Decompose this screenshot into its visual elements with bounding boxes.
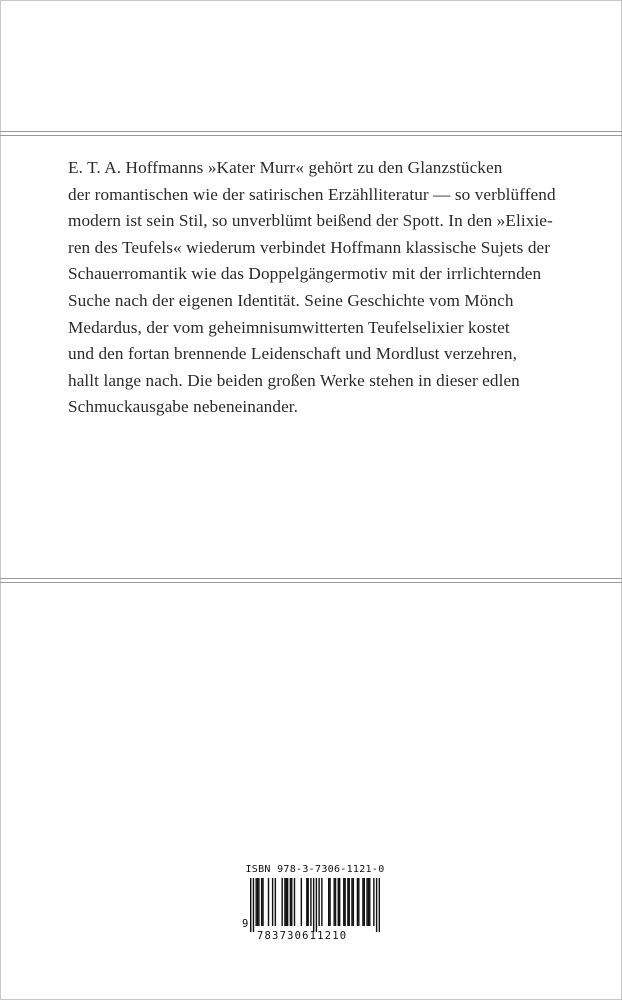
barcode-bar: [339, 878, 340, 926]
barcode-bar: [349, 878, 350, 926]
barcode-bar: [364, 878, 365, 926]
barcode-bar: [333, 878, 334, 926]
ean-first-digit: 9: [242, 918, 249, 930]
barcode-bars: [250, 878, 380, 932]
barcode-bar: [301, 878, 302, 926]
barcode-bar: [328, 878, 329, 926]
isbn-label: ISBN 978-3-7306-1121-0: [245, 864, 385, 875]
blurb-line: Schmuckausgabe nebeneinander.: [68, 397, 299, 417]
barcode-bar: [321, 878, 322, 926]
barcode-bar: [310, 878, 311, 926]
blurb-line: ren des Teufels« wiederum verbindet Hoffmann klassische Sujets der: [68, 237, 551, 257]
barcode-bar: [306, 878, 307, 926]
blurb-line: der romantischen wie der satirischen Erzählliteratur — so verblüffend: [68, 184, 556, 204]
barcode-guard-bar: [379, 878, 380, 932]
blurb-line: Medardus, der vom geheimnisumwitterten Teufelselixier kostet: [68, 317, 510, 337]
barcode-bar: [284, 878, 285, 926]
barcode-bar: [335, 878, 336, 926]
barcode-bar: [368, 878, 369, 926]
barcode-bar: [294, 878, 295, 926]
barcode-guard-bar: [253, 878, 254, 932]
barcode-bar: [262, 878, 263, 926]
barcode-bar: [275, 878, 276, 926]
barcode-bar: [255, 878, 256, 926]
barcode-bar: [338, 878, 339, 926]
barcode-guard-bar: [250, 878, 251, 932]
bottom-double-rule: [0, 578, 622, 583]
barcode-bar: [329, 878, 330, 926]
barcode-bar: [357, 878, 358, 926]
barcode-bar: [287, 878, 288, 926]
barcode-bar: [258, 878, 259, 926]
blurb-text: [68, 155, 568, 421]
barcode-bar: [257, 878, 258, 926]
barcode-bar: [373, 878, 374, 926]
blurb-line: Schauerromantik wie das Doppelgängermotiv mit der irrlichternden: [68, 264, 542, 284]
barcode-block: [242, 864, 385, 944]
barcode-guard-bar: [376, 878, 377, 932]
barcode-bar: [261, 878, 262, 926]
barcode-guard-bar: [313, 878, 314, 932]
ean-rest-digits: 783730611210: [257, 930, 348, 942]
blurb-line: und den fortan brennende Leidenschaft und Mordlust verzehren,: [68, 344, 517, 364]
barcode-bar: [268, 878, 269, 926]
blurb-line: E. T. A. Hoffmanns »Kater Murr« gehört zu den Glanzstücken: [68, 158, 503, 177]
barcode-guard-bar: [316, 878, 317, 932]
blurb-line: hallt lange nach. Die beiden großen Werke stehen in dieser edlen: [68, 370, 520, 390]
barcode-bar: [351, 878, 352, 926]
barcode-bar: [281, 878, 282, 926]
barcode-bar: [286, 878, 287, 926]
barcode-bar: [358, 878, 359, 926]
barcode-bar: [344, 878, 345, 926]
barcode-bar: [362, 878, 363, 926]
blurb-line: Suche nach der eigenen Identität. Seine Geschichte vom Mönch: [68, 290, 514, 310]
barcode-bar: [366, 878, 367, 926]
barcode-bar: [347, 878, 348, 926]
barcode-bar: [353, 878, 354, 926]
barcode-bar: [369, 878, 370, 926]
barcode-bar: [291, 878, 292, 926]
top-double-rule: [0, 131, 622, 136]
barcode-bar: [272, 878, 273, 926]
blurb-line: modern ist sein Stil, so unverblümt beißend der Spott. In den »Elixie-: [68, 211, 553, 231]
barcode-bar: [318, 878, 319, 926]
barcode-bar: [343, 878, 344, 926]
barcode-bar: [307, 878, 308, 926]
barcode-bar: [290, 878, 291, 926]
